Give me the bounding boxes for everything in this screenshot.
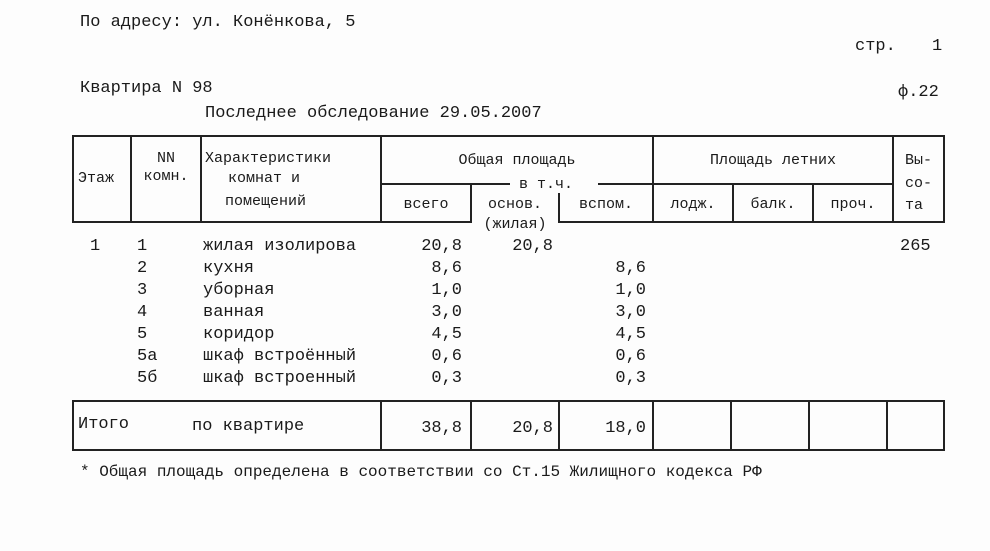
table-cell-desc: шкаф встроенный bbox=[203, 369, 357, 388]
header-all: всего bbox=[403, 196, 449, 213]
table-cell-aux: 4,5 bbox=[615, 325, 646, 344]
table-cell-room: 2 bbox=[137, 259, 148, 278]
header-other: проч. bbox=[830, 196, 876, 213]
header-height-2: со- bbox=[905, 175, 933, 192]
table-cell-aux: 8,6 bbox=[615, 259, 646, 278]
table-cell-all: 3,0 bbox=[431, 303, 462, 322]
table-cell-room: 1 bbox=[137, 237, 148, 256]
table-cell-all: 8,6 bbox=[431, 259, 462, 278]
apartment-number: Квартира N 98 bbox=[80, 79, 213, 98]
table-cell-aux: 0,6 bbox=[615, 347, 646, 366]
table-cell-aux: 3,0 bbox=[615, 303, 646, 322]
header-room-no: NN bbox=[156, 150, 175, 167]
table-cell-height: 265 bbox=[900, 237, 931, 256]
table-cell-main: 20,8 bbox=[512, 237, 553, 256]
total-label: Итого bbox=[78, 415, 130, 434]
last-inspection: Последнее обследование 29.05.2007 bbox=[205, 104, 542, 123]
table-cell-desc: коридор bbox=[203, 325, 275, 344]
header-characteristics: Характеристики bbox=[205, 150, 332, 167]
header-loggia: лодж. bbox=[670, 196, 716, 213]
table-cell-desc: уборная bbox=[203, 281, 275, 300]
header-height-3: та bbox=[905, 197, 924, 214]
table-cell-room: 4 bbox=[137, 303, 148, 322]
header-incl: в т.ч. bbox=[516, 176, 576, 193]
total-label-2: по квартире bbox=[192, 417, 305, 436]
header-total-area: Общая площадь bbox=[458, 152, 576, 169]
address: По адресу: ул. Конёнкова, 5 bbox=[80, 13, 356, 32]
header-room-no-2: комн. bbox=[143, 168, 189, 185]
table-cell-desc: шкаф встроённый bbox=[203, 347, 357, 366]
header-aux: вспом. bbox=[578, 196, 633, 213]
table-cell-all: 1,0 bbox=[431, 281, 462, 300]
total-main: 20,8 bbox=[512, 419, 553, 438]
table-cell-aux: 0,3 bbox=[615, 369, 646, 388]
header-height: Вы- bbox=[905, 152, 933, 169]
header-summer-area: Площадь летних bbox=[709, 152, 837, 169]
header-balcony: балк. bbox=[750, 196, 796, 213]
table-cell-room: 5 bbox=[137, 325, 148, 344]
page-number: 1 bbox=[932, 37, 943, 56]
table-cell-floor: 1 bbox=[90, 237, 101, 256]
header-characteristics-3: помещений bbox=[225, 193, 307, 210]
table-cell-desc: ванная bbox=[203, 303, 265, 322]
table-cell-desc: жилая изолирова bbox=[203, 237, 357, 256]
table-cell-all: 0,6 bbox=[431, 347, 462, 366]
table-cell-all: 0,3 bbox=[431, 369, 462, 388]
page-label: стр. bbox=[855, 37, 896, 56]
header-living: (жилая) bbox=[472, 216, 558, 233]
table-cell-room: 5а bbox=[137, 347, 158, 366]
header-main: основ. bbox=[487, 196, 542, 213]
form-number: ф.22 bbox=[898, 83, 939, 102]
table-cell-room: 3 bbox=[137, 281, 148, 300]
header-floor: Этаж bbox=[78, 170, 115, 187]
header-characteristics-2: комнат и bbox=[228, 170, 301, 187]
table-cell-desc: кухня bbox=[203, 259, 255, 278]
total-all: 38,8 bbox=[421, 419, 462, 438]
footnote: * Общая площадь определена в соответствии со Ст.15 Жилищного кодекса РФ bbox=[80, 463, 762, 481]
total-aux: 18,0 bbox=[605, 419, 646, 438]
table-cell-room: 5б bbox=[137, 369, 158, 388]
table-cell-all: 20,8 bbox=[421, 237, 462, 256]
table-cell-all: 4,5 bbox=[431, 325, 462, 344]
table-cell-aux: 1,0 bbox=[615, 281, 646, 300]
